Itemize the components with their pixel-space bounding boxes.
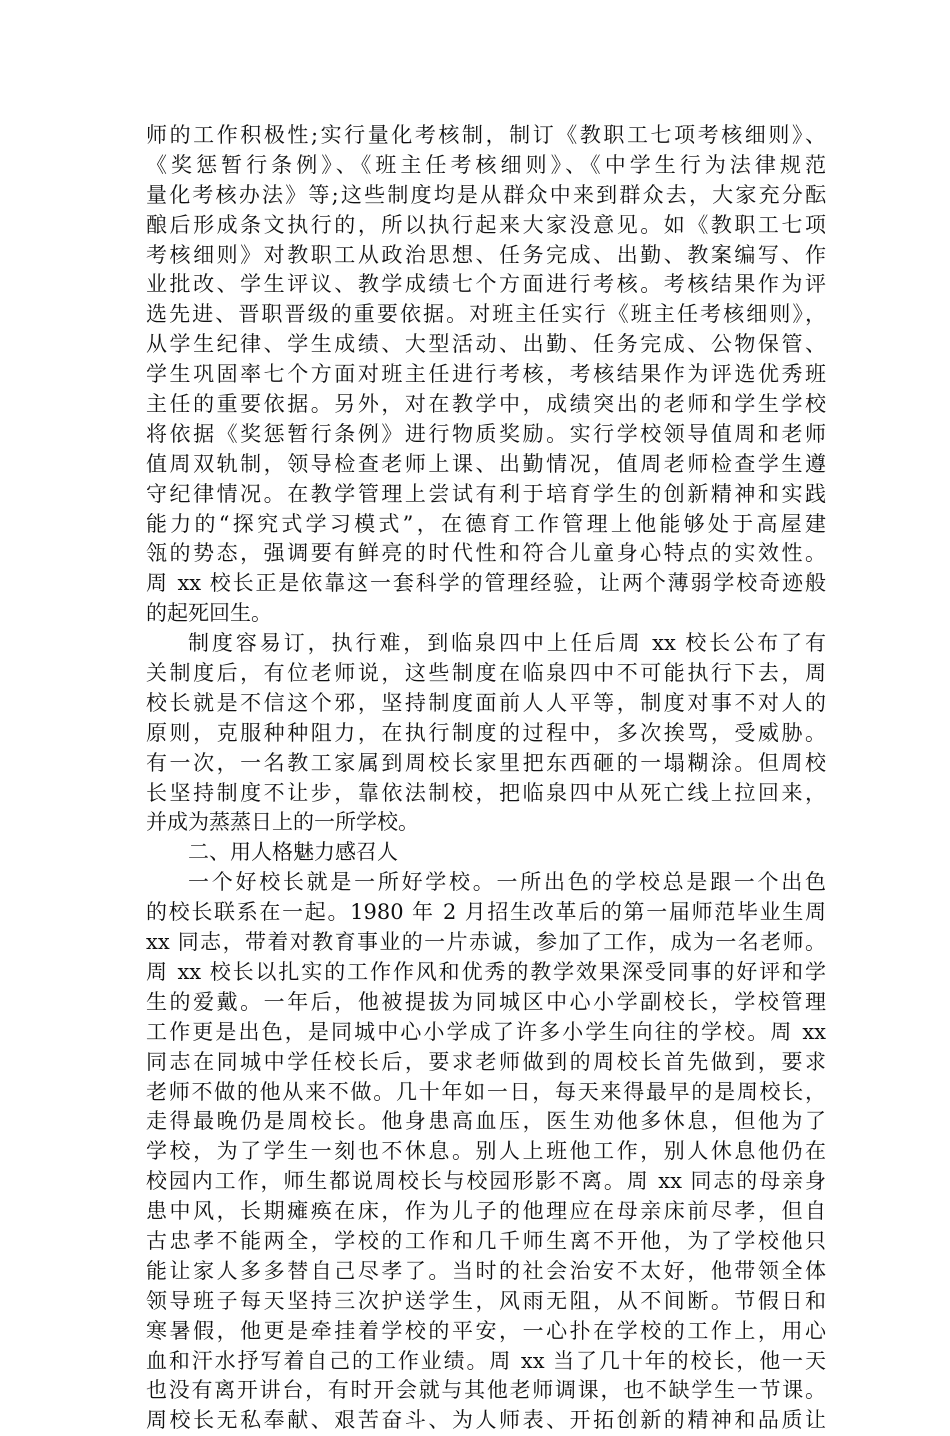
paragraph-start-line: 制度容易订，执行难，到临泉四中上任后周 xx 校长公布了有 [188, 631, 826, 656]
text-line: 学生巩固率七个方面对班主任进行考核，考核结果作为评选优秀班 [146, 362, 826, 387]
text-line: 主任的重要依据。另外，对在教学中，成绩突出的老师和学生学校 [146, 392, 826, 417]
text-line: 老师不做的他从来不做。几十年如一日，每天来得最早的是周校长， [146, 1079, 826, 1104]
text-line: 走得最晚仍是周校长。他身患高血压，医生劝他多休息，但他为了 [146, 1109, 826, 1134]
text-line: 守纪律情况。在教学管理上尝试有利于培育学生的创新精神和实践 [146, 481, 826, 506]
text-line: 周校长无私奉献、艰苦奋斗、为人师表、开拓创新的精神和品质让 [146, 1408, 826, 1433]
paragraph-start-line: 一个好校长就是一所好学校。一所出色的学校总是跟一个出色 [188, 870, 826, 895]
text-line: 原则，克服种种阻力，在执行制度的过程中，多次挨骂，受威胁。 [146, 720, 826, 745]
text-line: 有一次，一名教工家属到周校长家里把东西砸的一塌糊涂。但周校 [146, 750, 826, 775]
text-line: 并成为蒸蒸日上的一所学校。 [146, 810, 419, 835]
text-line: 工作更是出色，是同城中心小学成了许多小学生向往的学校。周 xx [146, 1019, 826, 1044]
text-line: 古忠孝不能两全，学校的工作和几千师生离不开他，为了学校他只 [146, 1228, 826, 1253]
text-line: 周 xx 校长以扎实的工作作风和优秀的教学效果深受同事的好评和学 [146, 959, 826, 984]
text-line: 量化考核办法》等;这些制度均是从群众中来到群众去，大家充分酝 [146, 182, 826, 207]
text-line: 能力的“探究式学习模式”，在德育工作管理上他能够处于高屋建 [146, 511, 826, 536]
text-line: 值周双轨制，领导检查老师上课、出勤情况，值周老师检查学生遵 [146, 451, 826, 476]
text-line: 选先进、晋职晋级的重要依据。对班主任实行《班主任考核细则》， [146, 302, 826, 327]
text-line: 也没有离开讲台，有时开会就与其他老师调课，也不缺学生一节课。 [146, 1378, 826, 1403]
text-line: 从学生纪律、学生成绩、大型活动、出勤、任务完成、公物保管、 [146, 332, 826, 357]
text-line: xx 同志，带着对教育事业的一片赤诚，参加了工作，成为一名老师。 [146, 930, 826, 955]
text-line: 关制度后，有位老师说，这些制度在临泉四中不可能执行下去，周 [146, 661, 826, 686]
text-line: 校长就是不信这个邪，坚持制度面前人人平等，制度对事不对人的 [146, 690, 826, 715]
body-text [146, 121, 826, 1436]
text-line: 校园内工作，师生都说周校长与校园形影不离。周 xx 同志的母亲身 [146, 1169, 826, 1194]
text-line: 长坚持制度不让步，靠依法制校，把临泉四中从死亡线上拉回来， [146, 780, 826, 805]
text-line: 师的工作积极性;实行量化考核制，制订《教职工七项考核细则》、 [146, 123, 826, 147]
text-line: 能让家人多多替自己尽孝了。当时的社会治安不太好，他带领全体 [146, 1258, 826, 1283]
text-line: 酿后形成条文执行的，所以执行起来大家没意见。如《教职工七项 [146, 212, 826, 237]
text-line: 业批改、学生评议、教学成绩七个方面进行考核。考核结果作为评 [146, 272, 826, 297]
text-line: 寒暑假，他更是牵挂着学校的平安，一心扑在学校的工作上，用心 [146, 1318, 826, 1343]
text-line: 瓴的势态，强调要有鲜亮的时代性和符合儿童身心特点的实效性。 [146, 541, 826, 566]
text-line: 考核细则》对教职工从政治思想、任务完成、出勤、教案编写、作 [146, 242, 826, 267]
text-line: 《奖惩暂行条例》、《班主任考核细则》、《中学生行为法律规范 [146, 152, 826, 177]
text-line: 同志在同城中学任校长后，要求老师做到的周校长首先做到，要求 [146, 1049, 826, 1074]
text-line: 领导班子每天坚持三次护送学生，风雨无阻，从不间断。节假日和 [146, 1288, 826, 1313]
text-line: 将依据《奖惩暂行条例》进行物质奖励。实行学校领导值周和老师 [146, 421, 826, 446]
text-line: 患中风，长期瘫痪在床，作为儿子的他理应在母亲床前尽孝，但自 [146, 1199, 826, 1224]
text-line: 生的爱戴。一年后，他被提拔为同城区中心小学副校长，学校管理 [146, 989, 826, 1014]
text-line: 的校长联系在一起。1980 年 2 月招生改革后的第一届师范毕业生周 [146, 900, 826, 925]
text-line: 的起死回生。 [146, 601, 272, 626]
section-heading: 二、用人格魅力感召人 [188, 840, 398, 865]
text-line: 血和汗水抒写着自己的工作业绩。周 xx 当了几十年的校长，他一天 [146, 1348, 826, 1373]
text-line: 学校，为了学生一刻也不休息。别人上班他工作，别人休息他仍在 [146, 1139, 826, 1164]
text-line: 周 xx 校长正是依靠这一套科学的管理经验，让两个薄弱学校奇迹般 [146, 571, 826, 596]
